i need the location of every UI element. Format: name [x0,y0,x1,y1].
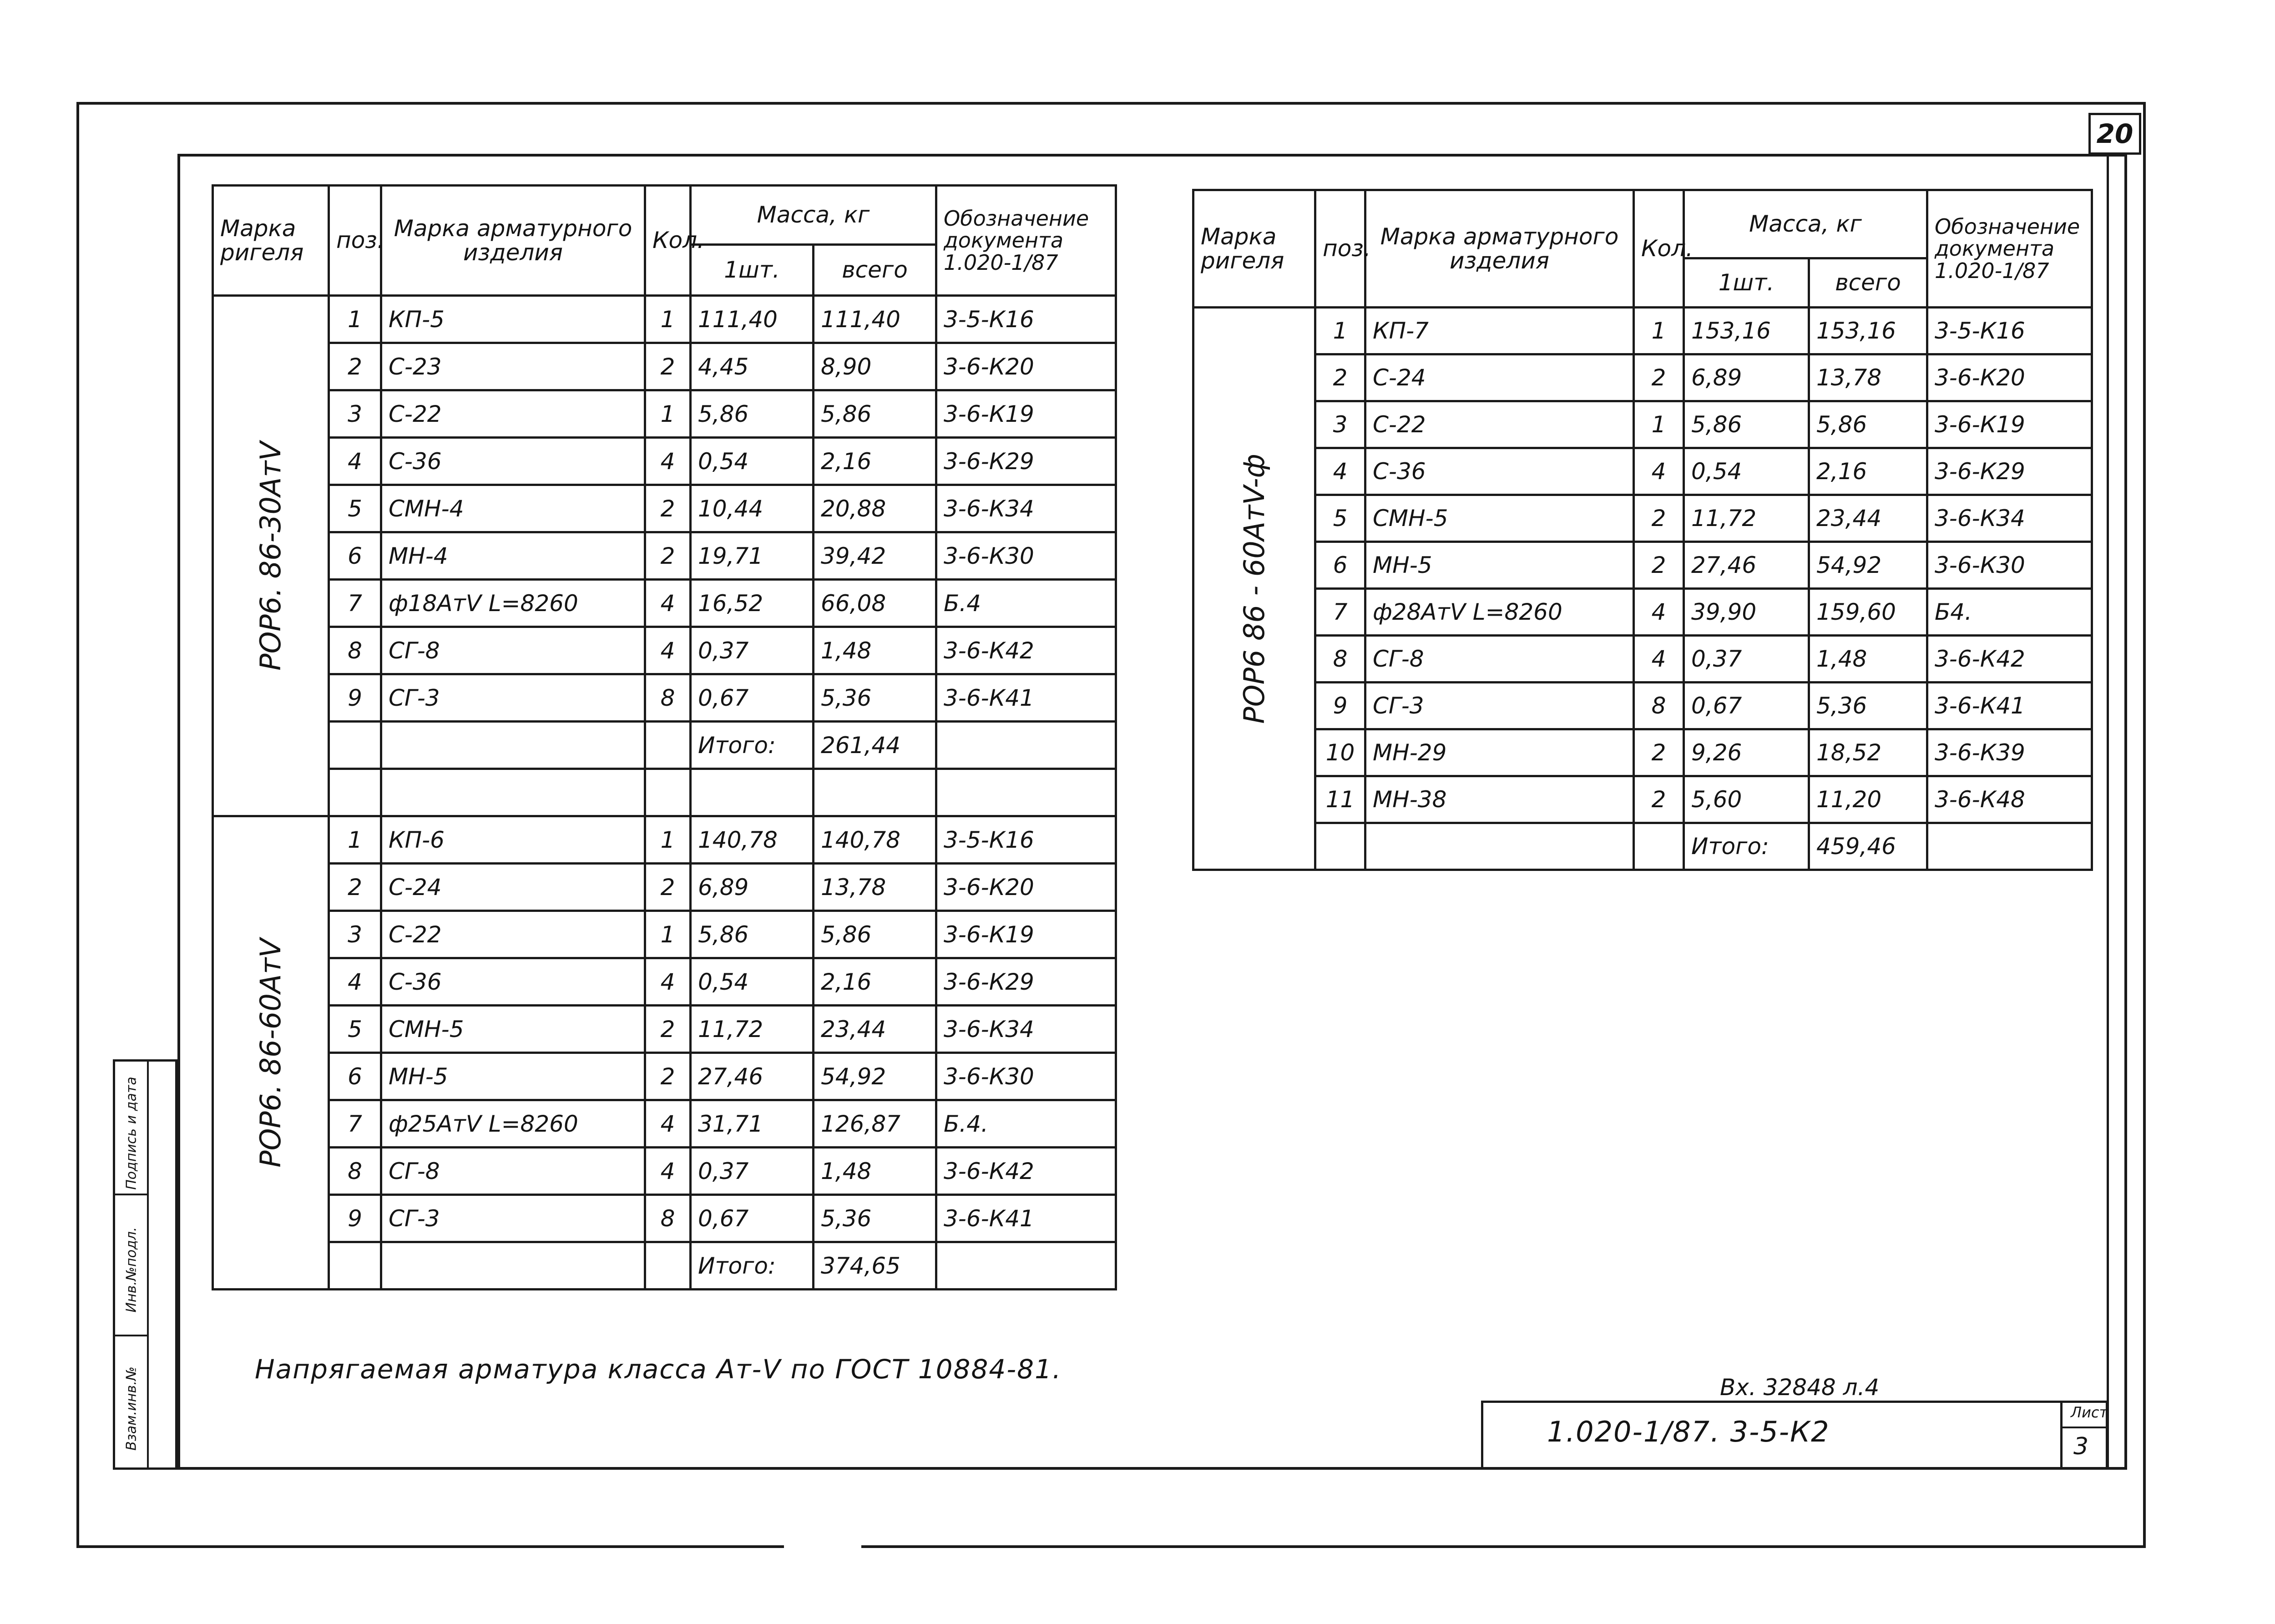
cell-pos: 2 [329,343,381,390]
cell-qty: 4 [645,627,691,674]
group-brand-cell [213,816,329,1290]
cell-total: 374,65 [814,1242,936,1290]
frame-margin-line [2107,154,2109,1470]
left-spec-table [212,184,1117,1290]
cell-pos: 11 [1315,776,1365,823]
table-row [213,911,1116,958]
outer-frame-bottom-left [76,1545,784,1548]
cell-pos: 1 [1315,308,1365,354]
group-brand-label: РОР6. 86-30АтV [254,441,287,671]
cell-item: С-24 [1365,354,1634,401]
cell-qty: 2 [1634,495,1684,542]
cell-doc: 3-6-К42 [936,627,1116,674]
header-doc: Обозначение документа 1.020-1/87 [936,186,1116,296]
cell-qty: 2 [645,343,691,390]
cell-pos: 6 [329,1053,381,1100]
group-brand-cell [1193,308,1315,870]
cell-total: 23,44 [814,1006,936,1053]
cell-item: КП-7 [1365,308,1634,354]
cell-pos [329,769,381,816]
cell-qty: 1 [645,816,691,864]
cell-doc: 3-6-К19 [936,911,1116,958]
table-row [213,390,1116,438]
cell-one: 0,54 [1684,448,1809,495]
document-code: 1.020-1/87. 3-5-К2 [1547,1415,1830,1448]
cell-one: 111,40 [691,296,814,343]
cell-pos: 5 [1315,495,1365,542]
cell-item: ф18АтV L=8260 [381,580,645,627]
cell-total: 2,16 [1809,448,1927,495]
cell-pos [329,1242,381,1290]
table-row [1193,589,2092,636]
cell-item [1365,823,1634,870]
cell-item: МН-4 [381,532,645,580]
cell-pos: 5 [329,485,381,532]
cell-doc: 3-6-К34 [936,1006,1116,1053]
cell-pos: 5 [329,1006,381,1053]
table-row [213,296,1116,343]
cell-item: СГ-8 [381,1148,645,1195]
cell-doc [936,1242,1116,1290]
cell-pos: 4 [1315,448,1365,495]
cell-one: 0,54 [691,958,814,1006]
cell-qty: 4 [645,438,691,485]
header-mass: Масса, кг [691,186,936,245]
cell-one: 4,45 [691,343,814,390]
table-row [213,532,1116,580]
cell-qty: 2 [1634,354,1684,401]
cell-doc: 3-6-К34 [1927,495,2092,542]
group-brand-label: РОР6 86 - 60АтV-ф [1237,453,1271,724]
cell-total: 126,87 [814,1100,936,1148]
cell-total: 20,88 [814,485,936,532]
cell-qty: 4 [1634,636,1684,683]
sheet-cell [2060,1401,2108,1470]
group-brand-cell [213,296,329,816]
cell-pos [1315,823,1365,870]
cell-total: 5,86 [1809,401,1927,448]
cell-item: СГ-8 [381,627,645,674]
cell-pos: 8 [1315,636,1365,683]
side-label-inv-orig: Инв.№подл. [123,1227,140,1313]
header-mass-total: всего [814,245,936,296]
cell-doc: 3-6-К20 [1927,354,2092,401]
cell-doc: Б4. [1927,589,2092,636]
cell-pos: 6 [329,532,381,580]
cell-total: 11,20 [1809,776,1927,823]
cell-one: 5,60 [1684,776,1809,823]
table-row [213,1053,1116,1100]
cell-total: 13,78 [1809,354,1927,401]
cell-item: МН-29 [1365,729,1634,776]
table-row [1193,448,2092,495]
cell-doc: 3-5-К16 [1927,308,2092,354]
cell-pos: 7 [329,1100,381,1148]
cell-total: 8,90 [814,343,936,390]
cell-doc [936,769,1116,816]
header-item: Марка арматурного изделия [1365,190,1634,308]
cell-qty: 1 [1634,308,1684,354]
cell-qty: 4 [1634,589,1684,636]
cell-total: 1,48 [1809,636,1927,683]
cell-item: СГ-8 [1365,636,1634,683]
cell-one [691,769,814,816]
cell-doc: 3-6-К48 [1927,776,2092,823]
cell-item [381,769,645,816]
cell-qty: 1 [1634,401,1684,448]
group-brand-label: РОР6. 86-60АтV [254,938,287,1168]
cell-qty: 4 [645,580,691,627]
cell-qty: 2 [1634,542,1684,589]
cell-doc: 3-6-К41 [936,674,1116,722]
table-row [213,769,1116,816]
cell-item: С-36 [381,958,645,1006]
cell-item: КП-5 [381,296,645,343]
cell-qty [645,1242,691,1290]
right-spec-table [1192,189,2093,871]
cell-qty: 4 [1634,448,1684,495]
cell-total: 54,92 [1809,542,1927,589]
cell-one: 5,86 [691,911,814,958]
cell-pos: 7 [1315,589,1365,636]
cell-total: 5,36 [814,674,936,722]
cell-one: Итого: [691,722,814,769]
cell-item: ф28АтV L=8260 [1365,589,1634,636]
table-row [213,627,1116,674]
cell-pos: 10 [1315,729,1365,776]
cell-one: 11,72 [691,1006,814,1053]
cell-doc: 3-6-К20 [936,343,1116,390]
cell-total: 159,60 [1809,589,1927,636]
table-row [213,1148,1116,1195]
cell-one: 19,71 [691,532,814,580]
cell-total: 5,86 [814,911,936,958]
cell-item: С-22 [1365,401,1634,448]
cell-qty: 4 [645,958,691,1006]
cell-qty: 2 [645,532,691,580]
cell-item: МН-38 [1365,776,1634,823]
cell-qty: 1 [645,390,691,438]
header-brand: Марка ригеля [1193,190,1315,308]
cell-item: С-22 [381,390,645,438]
inventory-note: Вх. 32848 л.4 [1720,1374,1880,1401]
cell-pos: 3 [1315,401,1365,448]
header-mass-one: 1шт. [1684,258,1809,308]
table-row [213,485,1116,532]
side-binding-strip [113,1059,177,1470]
side-label-signature: Подпись и дата [123,1077,140,1190]
cell-pos [329,722,381,769]
table-row [1193,401,2092,448]
cell-doc: 3-5-К16 [936,816,1116,864]
cell-item: СМН-4 [381,485,645,532]
reinforcement-note: Напрягаемая арматура класса Ат-V по ГОСТ 10884-81. [255,1354,1062,1385]
cell-doc: 3-6-К34 [936,485,1116,532]
cell-item: СГ-3 [1365,683,1634,729]
cell-doc: 3-6-К29 [1927,448,2092,495]
sheet-label: Лист [2071,1404,2108,1421]
cell-one: Итого: [1684,823,1809,870]
cell-one: 0,67 [691,1195,814,1242]
cell-doc [936,722,1116,769]
cell-pos: 1 [329,816,381,864]
cell-item: СГ-3 [381,674,645,722]
cell-item: МН-5 [1365,542,1634,589]
cell-qty: 2 [1634,776,1684,823]
cell-doc: 3-6-К41 [1927,683,2092,729]
table-row [213,1195,1116,1242]
cell-total [814,769,936,816]
cell-qty: 4 [645,1148,691,1195]
cell-total: 153,16 [1809,308,1927,354]
cell-qty: 2 [645,1006,691,1053]
cell-doc: Б.4 [936,580,1116,627]
cell-qty: 1 [645,911,691,958]
table-row [213,958,1116,1006]
cell-item: С-24 [381,864,645,911]
cell-doc: 3-6-К19 [936,390,1116,438]
header-pos: поз. [1315,190,1365,308]
cell-item: ф25АтV L=8260 [381,1100,645,1148]
cell-doc: 3-6-К19 [1927,401,2092,448]
cell-one: 6,89 [691,864,814,911]
cell-total: 111,40 [814,296,936,343]
sheet-value: 3 [2073,1433,2089,1460]
cell-qty: 8 [645,674,691,722]
cell-pos: 3 [329,390,381,438]
cell-total: 140,78 [814,816,936,864]
cell-qty: 2 [645,1053,691,1100]
cell-doc: 3-6-К30 [936,1053,1116,1100]
table-row [1193,308,2092,354]
header-qty: Кол. [645,186,691,296]
cell-one: 0,37 [691,627,814,674]
table-row [213,438,1116,485]
header-brand: Марка ригеля [213,186,329,296]
table-row [213,1242,1116,1290]
cell-doc: 3-6-К42 [1927,636,2092,683]
cell-one: 11,72 [1684,495,1809,542]
cell-one: 10,44 [691,485,814,532]
cell-one: 0,67 [691,674,814,722]
cell-total: 18,52 [1809,729,1927,776]
cell-one: 9,26 [1684,729,1809,776]
cell-one: 0,54 [691,438,814,485]
cell-item: С-36 [381,438,645,485]
cell-one: 0,37 [691,1148,814,1195]
cell-one: 0,37 [1684,636,1809,683]
cell-doc [1927,823,2092,870]
cell-one: 16,52 [691,580,814,627]
cell-item: СМН-5 [381,1006,645,1053]
cell-item: С-22 [381,911,645,958]
cell-pos: 6 [1315,542,1365,589]
cell-total: 23,44 [1809,495,1927,542]
header-item: Марка арматурного изделия [381,186,645,296]
cell-total: 459,46 [1809,823,1927,870]
cell-item: МН-5 [381,1053,645,1100]
cell-total: 13,78 [814,864,936,911]
cell-item: С-36 [1365,448,1634,495]
cell-qty: 4 [645,1100,691,1148]
cell-total: 2,16 [814,438,936,485]
cell-doc: 3-6-К30 [936,532,1116,580]
cell-pos: 9 [329,674,381,722]
cell-doc: 3-6-К41 [936,1195,1116,1242]
cell-doc: 3-5-К16 [936,296,1116,343]
cell-pos: 4 [329,958,381,1006]
cell-pos: 8 [329,627,381,674]
cell-one: 5,86 [1684,401,1809,448]
cell-item: СГ-3 [381,1195,645,1242]
table-row [213,722,1116,769]
cell-qty: 8 [645,1195,691,1242]
cell-pos: 2 [329,864,381,911]
header-mass-one: 1шт. [691,245,814,296]
table-row [1193,776,2092,823]
cell-one: 31,71 [691,1100,814,1148]
cell-total: 1,48 [814,1148,936,1195]
cell-total: 54,92 [814,1053,936,1100]
cell-item: СМН-5 [1365,495,1634,542]
table-row [1193,729,2092,776]
side-label-replace: Взам.инв.№ [123,1366,140,1451]
cell-pos: 9 [329,1195,381,1242]
cell-pos: 1 [329,296,381,343]
cell-total: 39,42 [814,532,936,580]
table-row [1193,495,2092,542]
cell-total: 2,16 [814,958,936,1006]
outer-frame-bottom-right [861,1545,2143,1548]
cell-item [381,722,645,769]
table-row [1193,354,2092,401]
table-row [213,343,1116,390]
cell-doc: 3-6-К42 [936,1148,1116,1195]
cell-total: 5,36 [814,1195,936,1242]
cell-pos: 9 [1315,683,1365,729]
cell-total: 5,36 [1809,683,1927,729]
cell-qty: 2 [1634,729,1684,776]
cell-item: С-23 [381,343,645,390]
sheet-number: 20 [2088,113,2141,155]
table-row [213,1006,1116,1053]
cell-total: 1,48 [814,627,936,674]
cell-one: Итого: [691,1242,814,1290]
cell-pos: 4 [329,438,381,485]
cell-one: 6,89 [1684,354,1809,401]
table-row [213,816,1116,864]
table-row [1193,542,2092,589]
cell-qty [645,769,691,816]
table-row [1193,636,2092,683]
cell-qty: 2 [645,485,691,532]
cell-qty [1634,823,1684,870]
cell-doc: 3-6-К29 [936,958,1116,1006]
header-mass-total: всего [1809,258,1927,308]
cell-one: 0,67 [1684,683,1809,729]
cell-qty: 1 [645,296,691,343]
cell-item: КП-6 [381,816,645,864]
cell-one: 39,90 [1684,589,1809,636]
cell-total: 261,44 [814,722,936,769]
cell-total: 5,86 [814,390,936,438]
cell-one: 27,46 [691,1053,814,1100]
cell-pos: 2 [1315,354,1365,401]
table-row [213,864,1116,911]
table-row [213,1100,1116,1148]
table-row [1193,823,2092,870]
cell-qty: 2 [645,864,691,911]
cell-doc: 3-6-К30 [1927,542,2092,589]
cell-doc: 3-6-К29 [936,438,1116,485]
table-row [1193,683,2092,729]
cell-doc: 3-6-К20 [936,864,1116,911]
cell-one: 5,86 [691,390,814,438]
cell-one: 140,78 [691,816,814,864]
cell-one: 27,46 [1684,542,1809,589]
table-row [213,580,1116,627]
cell-pos: 3 [329,911,381,958]
header-doc: Обозначение документа 1.020-1/87 [1927,190,2092,308]
cell-qty: 8 [1634,683,1684,729]
cell-qty [645,722,691,769]
header-qty: Кол. [1634,190,1684,308]
header-mass: Масса, кг [1684,190,1927,258]
cell-item [381,1242,645,1290]
cell-doc: 3-6-К39 [1927,729,2092,776]
cell-one: 153,16 [1684,308,1809,354]
cell-pos: 8 [329,1148,381,1195]
cell-pos: 7 [329,580,381,627]
cell-total: 66,08 [814,580,936,627]
cell-doc: Б.4. [936,1100,1116,1148]
table-row [213,674,1116,722]
header-pos: поз. [329,186,381,296]
